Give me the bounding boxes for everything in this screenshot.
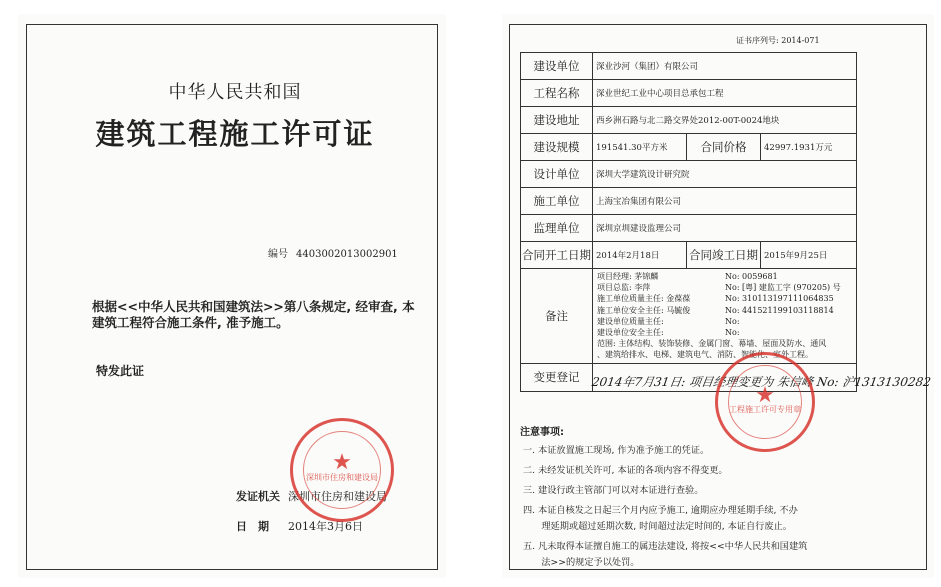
note-line: 、建筑给排水、电梯、建筑电气、消防、智能化、室外工程。 [597, 350, 813, 360]
builder-label: 建设单位 [521, 53, 593, 80]
scale-label: 建设规模 [521, 134, 593, 161]
note-line: 施工单位质量主任: 金葆葆 No: 310113197111064835 [597, 294, 834, 304]
supervisor-label: 监理单位 [521, 215, 593, 242]
note-line: 项目总监: 李萍 No: [粤] 建监工字 (970205) 号 [597, 283, 841, 293]
note-line: 施工单位安全主任: 马毓俊 No: 441521199103118814 [597, 305, 834, 315]
designer-value: 深圳大学建筑设计研究院 [593, 161, 857, 188]
notice-item: 法>>的规定予以处罚。 [523, 557, 640, 568]
end-date-value: 2015年9月25日 [761, 242, 857, 269]
serial-number: 证书序列号: 2014-071 [736, 36, 820, 45]
scale-value: 191541.30平方米 [593, 134, 687, 161]
handwritten-change-entry: 2014年7月31日: 项目经理变更为 朱信峰 No: 沪1313130282 [590, 375, 932, 389]
table-row [521, 269, 857, 364]
permit-number-value: 4403002013002901 [296, 249, 398, 260]
contractor-label: 施工单位 [521, 188, 593, 215]
note-line: 建设单位质量主任: No: [597, 316, 740, 326]
official-seal-icon: ★ 工程施工许可专用章 [715, 352, 815, 452]
start-date-label: 合同开工日期 [521, 242, 593, 269]
supervisor-value: 深圳京圳建设监理公司 [593, 215, 857, 242]
note-line: 项目经理: 茅锦麟 No: 0059681 [597, 272, 778, 281]
address-value: 西乡洲石路与北二路交界处2012-00T-0024地块 [593, 107, 857, 134]
table-row [521, 215, 857, 242]
designer-label: 设计单位 [521, 161, 593, 188]
seal-text: 工程施工许可专用章 [729, 404, 801, 414]
change-log-label: 变更登记 [521, 363, 593, 391]
issue-date-label: 日 期 [236, 520, 269, 533]
project-value: 深业世纪工业中心项目总承包工程 [593, 80, 857, 107]
notice-item: 二. 未经发证机关许可, 本证的各项内容不得变更。 [523, 465, 728, 476]
price-value: 42997.1931万元 [761, 134, 857, 161]
table-row [521, 188, 857, 215]
notice-title: 注意事项: [520, 427, 564, 438]
price-label: 合同价格 [687, 134, 761, 161]
table-row [521, 161, 857, 188]
notice-item: 五. 凡未取得本证擅自施工的属违法建设, 将按<<中华人民共和国建筑 [523, 541, 808, 552]
end-date-label: 合同竣工日期 [687, 242, 761, 269]
table-row [521, 80, 857, 107]
permit-title: 建筑工程施工许可证 [95, 117, 375, 151]
table-row [521, 107, 857, 134]
issuer-value: 深圳市住房和建设局 [288, 490, 387, 503]
note-line: 范围: 主体结构、装饰装修、金属门窗、幕墙、屋面及防水、通风 [597, 339, 827, 349]
table-row [521, 53, 857, 80]
table-row [521, 242, 857, 269]
start-date-value: 2014年2月18日 [593, 242, 687, 269]
permit-body-line: 建筑工程符合施工条件, 准予施工。 [92, 315, 289, 330]
notes-value [593, 269, 857, 364]
issue-statement: 特发此证 [96, 364, 145, 378]
issuer-label: 发证机关 [236, 490, 280, 503]
permit-number [268, 245, 406, 260]
table-row [521, 134, 857, 161]
notes-label: 备注 [521, 269, 593, 364]
official-seal-icon: ★ 深圳市住房和建设局 [290, 418, 394, 522]
permit-number-label: 编号 [268, 249, 288, 260]
notice-item: 四. 本证自核发之日起三个月内应予施工, 逾期应办理延期手续, 不办 [523, 505, 798, 516]
permit-body-line: 根据<<中华人民共和国建筑法>>第八条规定, 经审查, 本 [92, 299, 415, 314]
note-line: 建设单位安全主任: No: [597, 327, 740, 337]
issue-date-value: 2014年3月6日 [288, 520, 363, 533]
contractor-value: 上海宝冶集团有限公司 [593, 188, 857, 215]
notice-item: 三. 建设行政主管部门可以对本证进行查验。 [523, 485, 704, 496]
builder-value: 深业沙河（集团）有限公司 [593, 53, 857, 80]
country-title: 中华人民共和国 [168, 82, 302, 103]
notice-item: 一. 本证放置施工现场, 作为准予施工的凭证。 [523, 445, 710, 456]
notice-item: 理延期或超过延期次数, 时间超过法定时间的, 本证自行废止。 [523, 521, 792, 532]
project-label: 工程名称 [521, 80, 593, 107]
address-label: 建设地址 [521, 107, 593, 134]
seal-text: 深圳市住房和建设局 [306, 472, 378, 482]
permit-info-table [520, 52, 857, 392]
